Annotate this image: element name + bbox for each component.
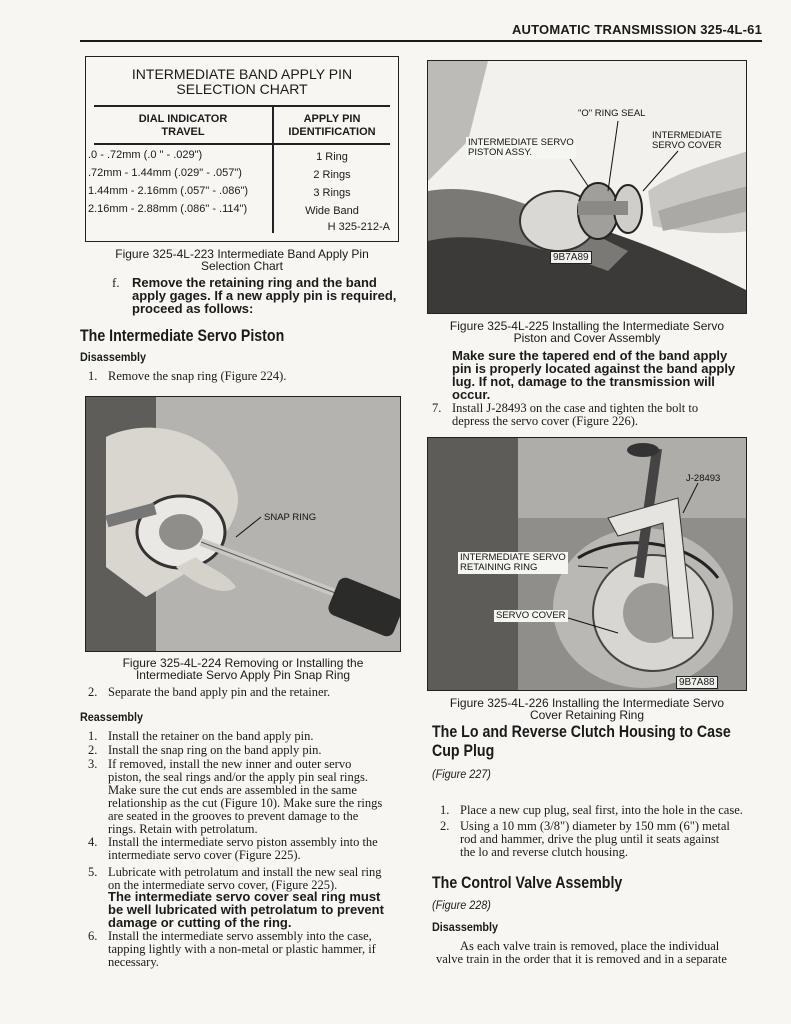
step-f-line2: apply gages. If a new apply pin is required, xyxy=(132,288,397,303)
step-text xyxy=(108,836,406,862)
label-servo-piston xyxy=(466,137,576,159)
selection-chart xyxy=(85,56,399,242)
snap-ring-illustration xyxy=(86,397,401,652)
disassembly-step-2 xyxy=(88,686,400,700)
col2-line2: IDENTIFICATION xyxy=(288,126,376,138)
step-line: rings. Retain with petrolatum. xyxy=(108,822,258,836)
chart-row-travel: .0 - .72mm (.0 " - .029") xyxy=(88,149,203,161)
figure-226-tag: 9B7A88 xyxy=(676,676,718,689)
lo-reverse-step-2 xyxy=(440,820,762,862)
chart-title xyxy=(86,67,398,97)
disassembly-step-1 xyxy=(88,370,400,384)
title-line: Cup Plug xyxy=(432,742,495,760)
step-text xyxy=(108,758,406,836)
step-text xyxy=(452,402,754,428)
step-text: Install the retainer on the band apply pin. xyxy=(108,729,314,743)
step-number: 4. xyxy=(88,835,98,849)
chart-row-travel: 2.16mm - 2.88mm (.086" - .114") xyxy=(88,203,248,215)
figure-225-tag: 9B7A89 xyxy=(550,251,592,264)
title-line: The Lo and Reverse Clutch Housing to Case xyxy=(432,723,731,741)
figure-225-photo xyxy=(427,60,747,314)
servo-piston-illustration xyxy=(428,61,747,314)
chart-rule-header xyxy=(94,143,390,145)
reassembly-step-3 xyxy=(88,758,406,838)
step-line: tapping lightly with a non-metal or plastic hammer, if xyxy=(108,942,376,956)
label-line: INTERMEDIATE xyxy=(652,130,723,141)
header-rule xyxy=(80,40,762,42)
chart-col-pin-header xyxy=(274,113,390,139)
step-line: Install the intermediate servo assembly into the case, xyxy=(108,929,372,943)
step-line: are seated in the grooves to prevent damage to the xyxy=(108,809,359,823)
warning-line: The intermediate servo cover seal ring must xyxy=(108,889,381,904)
step-7 xyxy=(432,402,754,430)
label-line: PISTON ASSY. xyxy=(468,147,533,158)
fig223-line2: Selection Chart xyxy=(200,259,284,273)
reassembly-step-1 xyxy=(88,730,406,744)
reassembly-step-2 xyxy=(88,744,406,758)
step-line: relationship as the cut (Figure 10). Make sure the rings xyxy=(108,796,383,810)
step-number: 2. xyxy=(440,819,450,833)
warning-line: lug. If not, damage to the transmission will xyxy=(452,374,715,389)
warning-line: pin is properly located against the band apply xyxy=(452,361,736,376)
warning-line: damage or cutting of the ring. xyxy=(108,915,292,930)
step-text: Place a new cup plug, seal first, into the hole in the case. xyxy=(460,803,743,817)
section-title-servo-piston: The Intermediate Servo Piston xyxy=(80,327,285,345)
chart-row-travel: 1.44mm - 2.16mm (.057" - .086") xyxy=(88,185,249,197)
step-text xyxy=(108,930,406,969)
col2-line1: APPLY PIN xyxy=(303,113,361,125)
step-text: Install the snap ring on the band apply pin. xyxy=(108,743,322,757)
fig225-line2: Piston and Cover Assembly xyxy=(513,331,661,345)
label-tool-j28493: J-28493 xyxy=(686,473,721,484)
step-text xyxy=(460,820,762,859)
col1-line2: TRAVEL xyxy=(161,126,205,138)
col1-line1: DIAL INDICATOR xyxy=(138,113,228,125)
para-line: valve train in the order that it is removed and in a separate xyxy=(436,952,727,966)
figure-224-photo xyxy=(85,396,401,652)
fig226-line2: Cover Retaining Ring xyxy=(529,708,645,722)
step-line: Using a 10 mm (3/8") diameter by 150 mm (6") metal xyxy=(460,819,730,833)
para-line: As each valve train is removed, place the individual xyxy=(460,939,720,953)
figure-226-photo xyxy=(427,437,747,691)
step-number: 2. xyxy=(88,685,98,699)
label-servo-cover xyxy=(652,131,722,151)
chart-row-pin: 3 Rings xyxy=(313,187,351,199)
chart-code: H 325-212-A xyxy=(327,221,390,233)
fig225-line1: Figure 325-4L-225 Installing the Intermediate Servo xyxy=(449,319,725,333)
warning-seal-ring xyxy=(108,890,408,929)
figure-225-caption xyxy=(427,320,747,344)
chart-row-pin: 1 Ring xyxy=(316,151,348,163)
reassembly-step-4 xyxy=(88,836,406,864)
label-line: RETAINING RING xyxy=(460,562,538,573)
step-f-letter: f. xyxy=(112,275,120,290)
step-f-line3: proceed as follows: xyxy=(132,301,254,316)
warning-band-apply-pin xyxy=(452,349,752,401)
chart-col-travel-header xyxy=(94,113,272,139)
step-number: 3. xyxy=(88,757,98,771)
fig226-line1: Figure 325-4L-226 Installing the Intermediate Servo xyxy=(449,696,725,710)
chart-row-travel: .72mm - 1.44mm (.029" - .057") xyxy=(88,167,242,179)
subhead-disassembly-valve: Disassembly xyxy=(432,920,499,934)
warning-line: be well lubricated with petrolatum to prevent xyxy=(108,902,384,917)
step-number: 5. xyxy=(88,865,98,879)
step-f xyxy=(112,276,402,315)
step-line: necessary. xyxy=(108,955,159,969)
chart-title-line2: SELECTION CHART xyxy=(176,81,308,97)
chart-title-line1: INTERMEDIATE BAND APPLY PIN xyxy=(131,66,353,82)
step-number: 7. xyxy=(432,401,442,415)
figure-226-caption xyxy=(427,697,747,721)
step-number: 1. xyxy=(88,729,98,743)
label-o-ring-seal: "O" RING SEAL xyxy=(578,108,646,119)
label-snap-ring: SNAP RING xyxy=(264,512,317,523)
figure-227-ref: (Figure 227) xyxy=(432,767,491,781)
section-title-lo-reverse xyxy=(432,723,731,761)
warning-line: Make sure the tapered end of the band apply xyxy=(452,348,728,363)
step-number: 1. xyxy=(88,369,98,383)
chart-rule-top xyxy=(94,105,390,107)
step-line: Install the intermediate servo piston assembly into the xyxy=(108,835,378,849)
label-retaining-ring xyxy=(458,552,568,574)
step-line: If removed, install the new inner and outer servo xyxy=(108,757,352,771)
step-line: the lo and reverse clutch housing. xyxy=(460,845,629,859)
step-line: depress the servo cover (Figure 226). xyxy=(452,414,639,428)
label-line: SERVO COVER xyxy=(652,140,722,151)
subhead-reassembly: Reassembly xyxy=(80,710,144,724)
step-line: Install J-28493 on the case and tighten the bolt to xyxy=(452,401,699,415)
label-servo-cover: SERVO COVER xyxy=(496,610,566,621)
warning-line: occur. xyxy=(452,387,491,402)
step-number: 6. xyxy=(88,929,98,943)
control-valve-paragraph xyxy=(436,940,758,966)
section-title-control-valve: The Control Valve Assembly xyxy=(432,874,623,892)
figure-228-ref: (Figure 228) xyxy=(432,898,491,912)
step-number: 1. xyxy=(440,803,450,817)
label-line: INTERMEDIATE SERVO xyxy=(468,137,574,148)
step-text: Separate the band apply pin and the retainer. xyxy=(108,685,331,699)
step-line: Lubricate with petrolatum and install the new seal ring xyxy=(108,865,382,879)
step-line: piston, the seal rings and/or the apply pin seal rings. xyxy=(108,770,369,784)
step-number: 2. xyxy=(88,743,98,757)
step-line: rod and hammer, drive the plug until it seats against xyxy=(460,832,720,846)
chart-row-pin: Wide Band xyxy=(305,205,359,217)
figure-224-caption xyxy=(85,657,401,681)
fig223-line1: Figure 325-4L-223 Intermediate Band Apply Pin xyxy=(115,247,369,261)
subhead-disassembly: Disassembly xyxy=(80,350,147,364)
step-text: Remove the snap ring (Figure 224). xyxy=(108,369,287,383)
chart-row-pin: 2 Rings xyxy=(313,169,351,181)
page-header: AUTOMATIC TRANSMISSION 325-4L-61 xyxy=(511,22,762,37)
step-line: intermediate servo cover (Figure 225). xyxy=(108,848,301,862)
label-line: INTERMEDIATE SERVO xyxy=(460,552,566,563)
lo-reverse-step-1 xyxy=(440,804,762,818)
step-f-line1: Remove the retaining ring and the band xyxy=(132,275,377,290)
figure-223-caption xyxy=(85,248,399,272)
step-line: on the intermediate servo cover, (Figure 225). xyxy=(108,878,338,892)
reassembly-step-6 xyxy=(88,930,406,972)
fig224-line1: Figure 325-4L-224 Removing or Installing the xyxy=(122,656,364,670)
fig224-line2: Intermediate Servo Apply Pin Snap Ring xyxy=(135,668,351,682)
step-line: Make sure the cut ends are assembled in the same xyxy=(108,783,357,797)
